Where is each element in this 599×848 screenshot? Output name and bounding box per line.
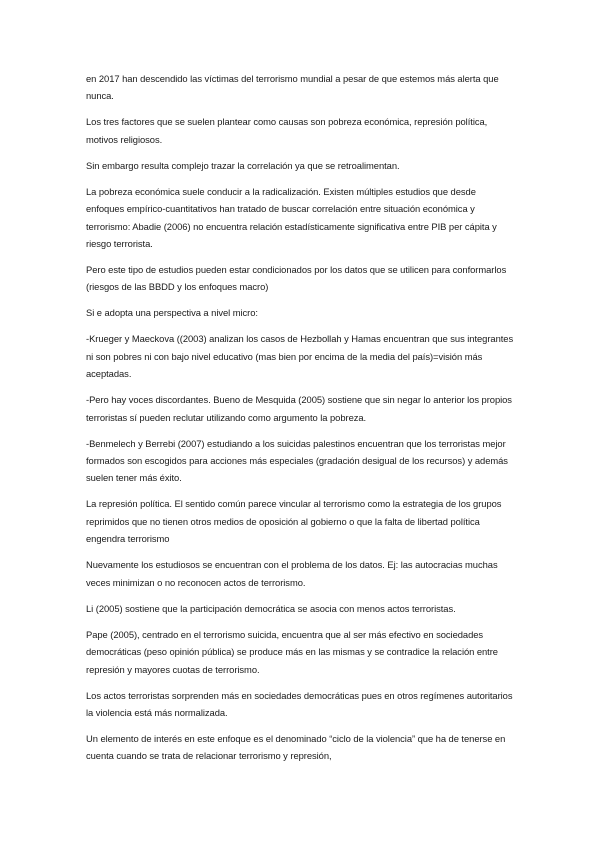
paragraph-victims-2017: en 2017 han descendido las víctimas del terrorismo mundial a pesar de que estemos más alerta que nunca.: [86, 73, 499, 102]
paragraph-li-2005: Li (2005) sostiene que la participación democrática se asocia con menos actos terroristas.: [86, 602, 456, 614]
paragraph-data-problem: Nuevamente los estudiosos se encuentran con el problema de los datos. Ej: las autocracias muchas veces minimizan o no reconocen actos de terrorismo.: [86, 559, 498, 588]
paragraph-krueger-maeckova: -Krueger y Maeckova ((2003) analizan los casos de Hezbollah y Hamas encuentran que sus integrantes ni son pobres ni con bajo nivel educativo (mas bien por encima de la media del país)=visión más aceptadas.: [86, 333, 514, 380]
paragraph-democratic-societies: Los actos terroristas sorprenden más en sociedades democráticas pues en otros regímenes autoritarios la violencia está más normalizada.: [86, 689, 513, 718]
paragraph-micro-perspective: Si e adopta una perspectiva a nivel micro:: [86, 307, 258, 319]
paragraph-bueno-de-mesquida: -Pero hay voces discordantes. Bueno de Mesquida (2005) sostiene que sin negar lo anterior los propios terroristas sí pueden reclutar utilizando como argumento la pobreza.: [86, 394, 512, 423]
paragraph-benmelech-berrebi: -Benmelech y Berrebi (2007) estudiando a los suicidas palestinos encuentran que los terroristas mejor formados son escogidos para acciones más especiales (gradación desigual de los recursos) y además suelen tener más éxito.: [86, 437, 508, 484]
paragraph-political-repression: La represión política. El sentido común parece vincular al terrorismo como la estrategia de los grupos reprimidos que no tienen otros medios de oposición al gobierno o que la falta de libertad política engendra terrorismo: [86, 498, 502, 545]
paragraph-cycle-of-violence: Un elemento de interés en este enfoque es el denominado “ciclo de la violencia” que ha de tenerse en cuenta cuando se trata de relacionar terrorismo y represión,: [86, 732, 506, 762]
paragraph-pape-2005: Pape (2005), centrado en el terrorismo suicida, encuentra que al ser más efectivo en sociedades democráticas (peso opinión pública) se produce más en las mismas y se contradice la relación entre represión y mayores cuotas de terrorismo.: [86, 628, 498, 675]
paragraph-three-factors: Los tres factores que se suelen plantear como causas son pobreza económica, represión política, motivos religiosos.: [86, 116, 488, 145]
document-body: [86, 70, 516, 773]
paragraph-data-conditioning: Pero este tipo de estudios pueden estar condicionados por los datos que se utilicen para conformarlos (riesgos de las BBDD y los enfoques macro): [86, 264, 507, 293]
paragraph-correlation: Sin embargo resulta complejo trazar la correlación ya que se retroalimentan.: [86, 159, 400, 171]
paragraph-economic-poverty: La pobreza económica suele conducir a la radicalización. Existen múltiples estudios que desde enfoques empírico-cuantitativos han tratado de buscar correlación entre situación económica y terrorismo: Abadie (2006) no encuentra relación estadísticamente significativa entre PIB per cápita y riesgo terrorista.: [86, 185, 497, 250]
